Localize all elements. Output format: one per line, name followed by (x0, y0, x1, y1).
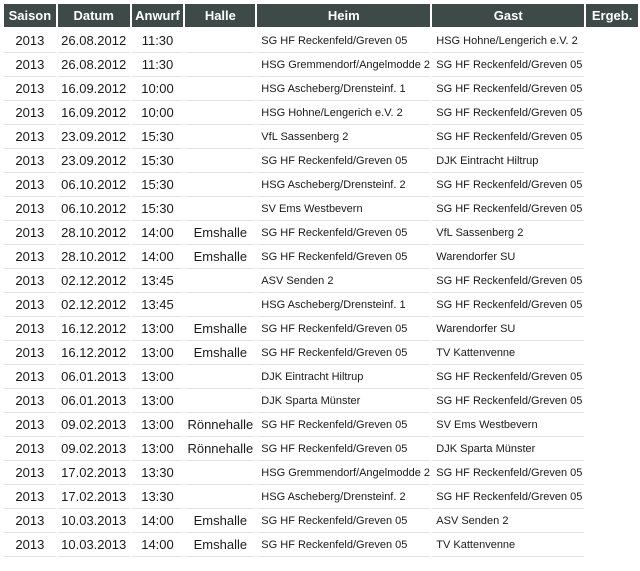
cell-heim: SG HF Reckenfeld/Greven 05 (257, 413, 430, 437)
cell-gast: VfL Sassenberg 2 (432, 221, 584, 245)
cell-halle (185, 461, 255, 485)
cell-datum: 16.12.2012 (58, 317, 130, 341)
cell-ergeb (586, 485, 638, 509)
cell-saison: 2013 (4, 461, 56, 485)
cell-datum: 09.02.2013 (58, 437, 130, 461)
cell-halle (185, 77, 255, 101)
table-header-row (4, 4, 638, 29)
cell-datum: 02.12.2012 (58, 293, 130, 317)
cell-anwurf: 14:00 (132, 221, 184, 245)
cell-saison: 2013 (4, 173, 56, 197)
cell-anwurf: 13:00 (132, 389, 184, 413)
header-heim[interactable]: Heim (257, 4, 430, 29)
cell-heim: SG HF Reckenfeld/Greven 05 (257, 317, 430, 341)
cell-ergeb (586, 317, 638, 341)
cell-saison: 2013 (4, 533, 56, 557)
cell-gast: SG HF Reckenfeld/Greven 05 (432, 485, 584, 509)
cell-ergeb (586, 149, 638, 173)
cell-datum: 23.09.2012 (58, 125, 130, 149)
cell-halle (185, 173, 255, 197)
cell-halle (185, 125, 255, 149)
cell-saison: 2013 (4, 413, 56, 437)
cell-anwurf: 13:00 (132, 317, 184, 341)
cell-heim: SG HF Reckenfeld/Greven 05 (257, 341, 430, 365)
cell-datum: 26.08.2012 (58, 53, 130, 77)
cell-halle (185, 389, 255, 413)
cell-datum: 16.12.2012 (58, 341, 130, 365)
cell-datum: 16.09.2012 (58, 101, 130, 125)
cell-saison: 2013 (4, 365, 56, 389)
cell-datum: 16.09.2012 (58, 77, 130, 101)
cell-saison: 2013 (4, 341, 56, 365)
table-row (4, 269, 638, 293)
cell-datum: 17.02.2013 (58, 461, 130, 485)
cell-halle: Rönnehalle (185, 437, 255, 461)
header-ergeb[interactable]: Ergeb. (586, 4, 638, 29)
cell-gast: SG HF Reckenfeld/Greven 05 (432, 173, 584, 197)
cell-saison: 2013 (4, 53, 56, 77)
cell-ergeb (586, 125, 638, 149)
cell-gast: SG HF Reckenfeld/Greven 05 (432, 365, 584, 389)
cell-saison: 2013 (4, 269, 56, 293)
cell-datum: 26.08.2012 (58, 29, 130, 53)
cell-heim: SG HF Reckenfeld/Greven 05 (257, 29, 430, 53)
cell-halle: Emshalle (185, 245, 255, 269)
cell-saison: 2013 (4, 485, 56, 509)
table-row (4, 365, 638, 389)
cell-saison: 2013 (4, 509, 56, 533)
cell-saison: 2013 (4, 29, 56, 53)
cell-gast: DJK Eintracht Hiltrup (432, 149, 584, 173)
cell-datum: 06.01.2013 (58, 389, 130, 413)
cell-halle (185, 293, 255, 317)
cell-heim: SG HF Reckenfeld/Greven 05 (257, 533, 430, 557)
cell-anwurf: 10:00 (132, 77, 184, 101)
cell-anwurf: 11:30 (132, 53, 184, 77)
cell-heim: HSG Ascheberg/Drensteinf. 1 (257, 77, 430, 101)
table-row (4, 341, 638, 365)
cell-anwurf: 10:00 (132, 101, 184, 125)
cell-anwurf: 11:30 (132, 29, 184, 53)
cell-ergeb (586, 437, 638, 461)
table-row (4, 413, 638, 437)
cell-ergeb (586, 53, 638, 77)
schedule-table (2, 4, 640, 557)
cell-halle (185, 485, 255, 509)
cell-anwurf: 13:45 (132, 293, 184, 317)
cell-heim: HSG Ascheberg/Drensteinf. 2 (257, 173, 430, 197)
cell-anwurf: 14:00 (132, 509, 184, 533)
cell-ergeb (586, 221, 638, 245)
header-halle[interactable]: Halle (185, 4, 255, 29)
table-row (4, 389, 638, 413)
header-anwurf[interactable]: Anwurf (132, 4, 184, 29)
cell-heim: HSG Ascheberg/Drensteinf. 1 (257, 293, 430, 317)
cell-ergeb (586, 293, 638, 317)
cell-halle (185, 365, 255, 389)
cell-anwurf: 15:30 (132, 173, 184, 197)
cell-saison: 2013 (4, 437, 56, 461)
cell-halle: Emshalle (185, 509, 255, 533)
cell-ergeb (586, 77, 638, 101)
cell-saison: 2013 (4, 101, 56, 125)
cell-anwurf: 13:00 (132, 413, 184, 437)
header-saison[interactable]: Saison (4, 4, 56, 29)
cell-gast: TV Kattenvenne (432, 341, 584, 365)
cell-halle (185, 53, 255, 77)
cell-saison: 2013 (4, 293, 56, 317)
cell-anwurf: 15:30 (132, 125, 184, 149)
cell-gast: SG HF Reckenfeld/Greven 05 (432, 125, 584, 149)
cell-datum: 28.10.2012 (58, 221, 130, 245)
table-row (4, 77, 638, 101)
cell-ergeb (586, 413, 638, 437)
cell-anwurf: 13:30 (132, 461, 184, 485)
cell-anwurf: 13:00 (132, 437, 184, 461)
cell-ergeb (586, 29, 638, 53)
cell-gast: SG HF Reckenfeld/Greven 05 (432, 197, 584, 221)
cell-gast: SG HF Reckenfeld/Greven 05 (432, 101, 584, 125)
cell-anwurf: 13:45 (132, 269, 184, 293)
table-row (4, 533, 638, 557)
cell-heim: ASV Senden 2 (257, 269, 430, 293)
cell-ergeb (586, 461, 638, 485)
cell-datum: 17.02.2013 (58, 485, 130, 509)
cell-heim: SG HF Reckenfeld/Greven 05 (257, 509, 430, 533)
cell-datum: 10.03.2013 (58, 533, 130, 557)
cell-saison: 2013 (4, 245, 56, 269)
cell-heim: SG HF Reckenfeld/Greven 05 (257, 245, 430, 269)
cell-halle (185, 149, 255, 173)
cell-gast: Warendorfer SU (432, 245, 584, 269)
cell-gast: SG HF Reckenfeld/Greven 05 (432, 77, 584, 101)
cell-anwurf: 13:00 (132, 341, 184, 365)
cell-gast: TV Kattenvenne (432, 533, 584, 557)
cell-anwurf: 13:30 (132, 485, 184, 509)
cell-heim: HSG Hohne/Lengerich e.V. 2 (257, 101, 430, 125)
cell-gast: SG HF Reckenfeld/Greven 05 (432, 293, 584, 317)
cell-gast: HSG Hohne/Lengerich e.V. 2 (432, 29, 584, 53)
cell-anwurf: 15:30 (132, 149, 184, 173)
cell-gast: SG HF Reckenfeld/Greven 05 (432, 389, 584, 413)
cell-heim: DJK Eintracht Hiltrup (257, 365, 430, 389)
cell-saison: 2013 (4, 389, 56, 413)
table-row (4, 245, 638, 269)
cell-heim: SG HF Reckenfeld/Greven 05 (257, 437, 430, 461)
cell-anwurf: 14:00 (132, 533, 184, 557)
cell-halle: Rönnehalle (185, 413, 255, 437)
table-row (4, 149, 638, 173)
table-row (4, 125, 638, 149)
cell-anwurf: 14:00 (132, 245, 184, 269)
table-row (4, 485, 638, 509)
cell-gast: Warendorfer SU (432, 317, 584, 341)
table-row (4, 53, 638, 77)
header-gast[interactable]: Gast (432, 4, 584, 29)
table-row (4, 29, 638, 53)
cell-halle: Emshalle (185, 317, 255, 341)
table-row (4, 293, 638, 317)
cell-halle: Emshalle (185, 221, 255, 245)
table-row (4, 221, 638, 245)
cell-ergeb (586, 173, 638, 197)
cell-heim: SG HF Reckenfeld/Greven 05 (257, 149, 430, 173)
cell-datum: 28.10.2012 (58, 245, 130, 269)
cell-ergeb (586, 365, 638, 389)
cell-heim: SV Ems Westbevern (257, 197, 430, 221)
cell-halle (185, 101, 255, 125)
cell-saison: 2013 (4, 149, 56, 173)
table-row (4, 317, 638, 341)
cell-saison: 2013 (4, 221, 56, 245)
cell-ergeb (586, 341, 638, 365)
cell-gast: SG HF Reckenfeld/Greven 05 (432, 53, 584, 77)
cell-gast: SG HF Reckenfeld/Greven 05 (432, 461, 584, 485)
cell-datum: 02.12.2012 (58, 269, 130, 293)
cell-gast: SG HF Reckenfeld/Greven 05 (432, 269, 584, 293)
cell-ergeb (586, 509, 638, 533)
cell-halle: Emshalle (185, 533, 255, 557)
table-row (4, 437, 638, 461)
table-row (4, 461, 638, 485)
cell-datum: 09.02.2013 (58, 413, 130, 437)
cell-anwurf: 13:00 (132, 365, 184, 389)
cell-heim: DJK Sparta Münster (257, 389, 430, 413)
cell-heim: HSG Gremmendorf/Angelmodde 2 (257, 53, 430, 77)
cell-datum: 10.03.2013 (58, 509, 130, 533)
table-row (4, 509, 638, 533)
table-row (4, 101, 638, 125)
cell-halle: Emshalle (185, 341, 255, 365)
cell-ergeb (586, 101, 638, 125)
cell-datum: 23.09.2012 (58, 149, 130, 173)
cell-saison: 2013 (4, 317, 56, 341)
cell-gast: SV Ems Westbevern (432, 413, 584, 437)
cell-ergeb (586, 245, 638, 269)
cell-heim: HSG Gremmendorf/Angelmodde 2 (257, 461, 430, 485)
cell-halle (185, 29, 255, 53)
cell-datum: 06.10.2012 (58, 197, 130, 221)
cell-gast: ASV Senden 2 (432, 509, 584, 533)
cell-ergeb (586, 389, 638, 413)
cell-datum: 06.10.2012 (58, 173, 130, 197)
cell-halle (185, 197, 255, 221)
cell-gast: DJK Sparta Münster (432, 437, 584, 461)
cell-anwurf: 15:30 (132, 197, 184, 221)
header-datum[interactable]: Datum (58, 4, 130, 29)
cell-ergeb (586, 197, 638, 221)
cell-saison: 2013 (4, 197, 56, 221)
cell-datum: 06.01.2013 (58, 365, 130, 389)
cell-saison: 2013 (4, 125, 56, 149)
table-row (4, 197, 638, 221)
cell-ergeb (586, 269, 638, 293)
cell-heim: HSG Ascheberg/Drensteinf. 2 (257, 485, 430, 509)
cell-ergeb (586, 533, 638, 557)
cell-heim: SG HF Reckenfeld/Greven 05 (257, 221, 430, 245)
cell-halle (185, 269, 255, 293)
cell-heim: VfL Sassenberg 2 (257, 125, 430, 149)
table-row (4, 173, 638, 197)
cell-saison: 2013 (4, 77, 56, 101)
